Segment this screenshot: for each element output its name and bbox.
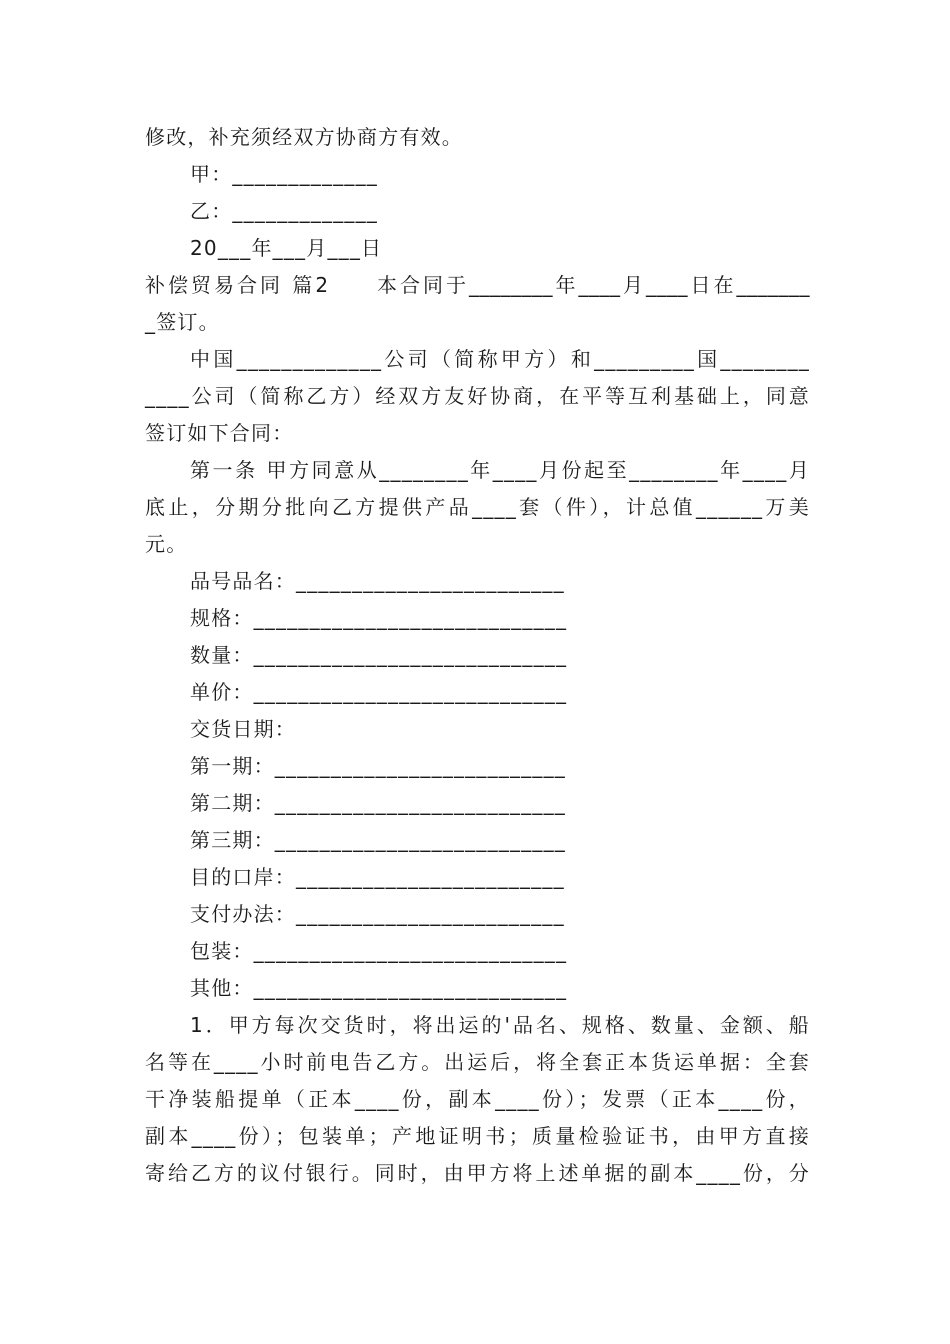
field-destination-port: 目的口岸：________________________ [190,865,565,889]
field-quantity: 数量：____________________________ [190,643,568,667]
field-unit-price: 单价：____________________________ [190,680,568,704]
contract-title-line: 补偿贸易合同 篇2 本合同于________年____月____日在_______ [145,273,810,297]
field-product-name: 品号品名：________________________ [190,569,565,593]
text-line-parties-3: 签订如下合同： [145,421,294,445]
field-other: 其他：____________________________ [190,976,568,1000]
party-b-signature-line: 乙：_____________ [190,199,378,223]
item-one-line-5: 寄给乙方的议付银行。同时，由甲方将上述单据的副本____份，分 [145,1161,810,1185]
text-line-parties-1: 中国_____________公司（简称甲方）和_________国________ [190,347,810,371]
item-one-line-1: 1．甲方每次交货时，将出运的'品名、规格、数量、金额、船 [190,1013,810,1037]
text-line-parties-2: ____公司（简称乙方）经双方友好协商，在平等互利基础上，同意 [145,384,810,408]
field-phase-two: 第二期：__________________________ [190,791,566,815]
field-specification: 规格：____________________________ [190,606,568,630]
party-a-signature-line: 甲：_____________ [190,162,378,186]
item-one-line-4: 副本____份）；包装单；产地证明书；质量检验证书，由甲方直接 [145,1124,810,1148]
text-line-signed: _签订。 [145,310,220,334]
field-packaging: 包装：____________________________ [190,939,568,963]
field-phase-one: 第一期：__________________________ [190,754,566,778]
date-line: 20___年___月___日 [190,236,383,260]
article-one-line-2: 底止，分期分批向乙方提供产品____套（件），计总值______万美 [145,495,810,519]
article-one-line-3: 元。 [145,532,188,556]
field-phase-three: 第三期：__________________________ [190,828,566,852]
field-delivery-date: 交货日期： [190,717,296,741]
item-one-line-3: 干净装船提单（正本____份，副本____份）；发票（正本____份， [145,1087,810,1111]
text-line-clause-end: 修改，补充须经双方协商方有效。 [145,125,463,149]
field-payment-method: 支付办法：________________________ [190,902,565,926]
article-one-line-1: 第一条 甲方同意从________年____月份起至________年____月 [190,458,810,482]
item-one-line-2: 名等在____小时前电告乙方。出运后，将全套正本货运单据：全套 [145,1050,810,1074]
